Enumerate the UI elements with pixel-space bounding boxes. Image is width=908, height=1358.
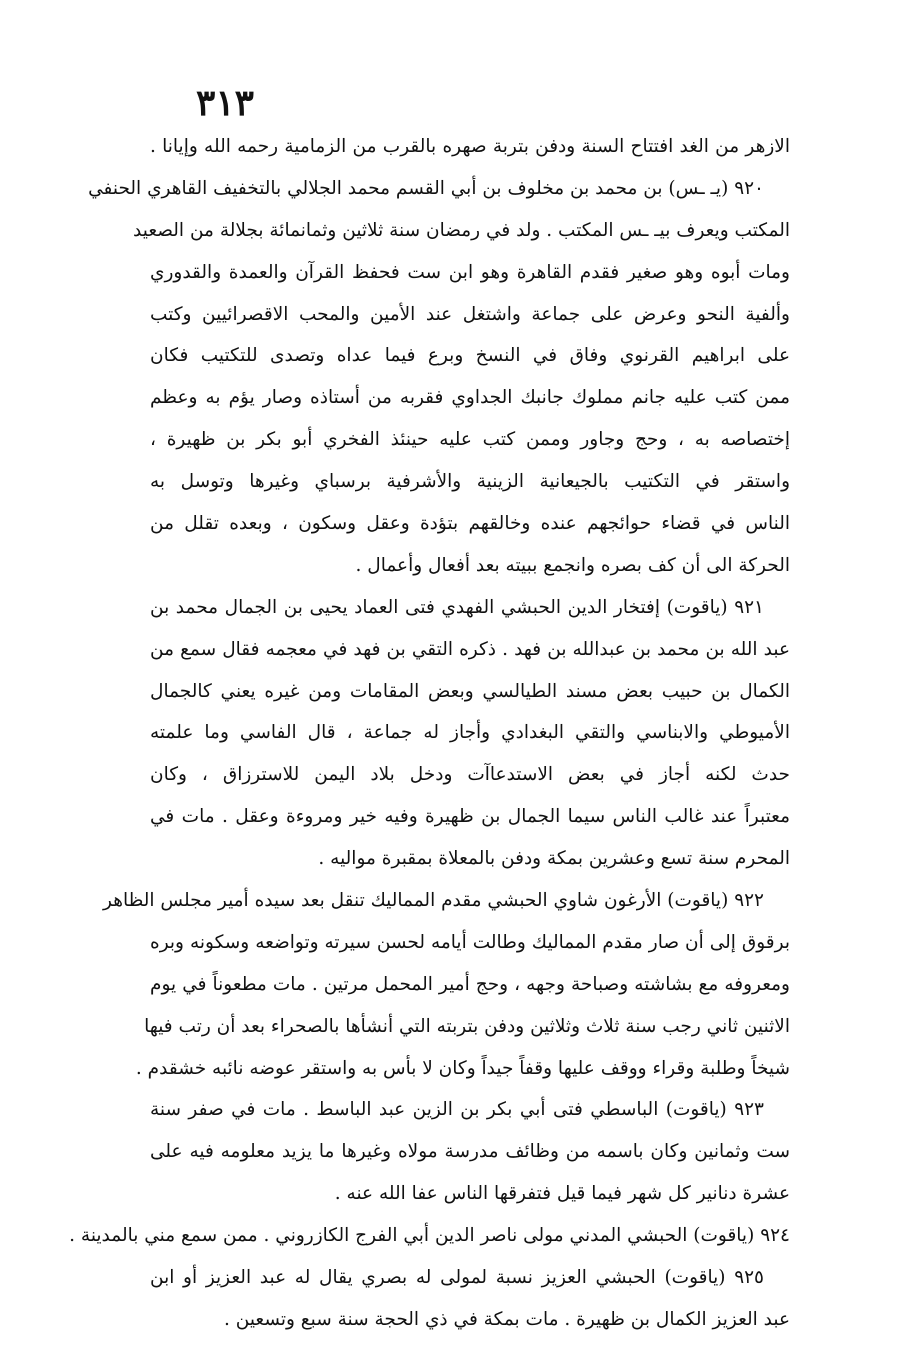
arabic-text-block [69, 126, 790, 1341]
text-line: الحركة الى أن كف بصره وانجمع ببيته بعد أفعال وأعمال . [355, 554, 790, 576]
text-line: واستقر في التكتيب بالجيعانية الزينية والأشرفية برسباي وغيرها وتوسل به [150, 471, 790, 493]
text-line: وألفية النحو وعرض على جماعة واشتغل عند الأمين والمحب الاقصرائيين وكتب [150, 303, 790, 325]
text-line: الناس في قضاء حوائجهم عنده وخالقهم بتؤدة وعقل وسكون ، وبعده تقلل من [150, 513, 790, 535]
text-line: برقوق إلى أن صار مقدم المماليك وطالت أيامه لحسن سيرته وتواضعه وسكونه وبره [150, 931, 790, 953]
text-line: ومعروفه مع بشاشته وصباحة وجهه ، وحج أمير المحمل مرتين . مات مطعوناً في يوم [150, 973, 790, 995]
text-line: عبد العزيز الكمال بن ظهيرة . مات بمكة في ذي الحجة سنة سبع وتسعين . [223, 1308, 790, 1330]
text-line: شيخاً وطلبة وقراء ووقف عليها وقفاً جيداً وكان لا بأس به واستقر عوضه نائبه خشقدم . [135, 1057, 790, 1079]
text-line: على ابراهيم القرنوي وفاق في النسخ وبرع فيما عداه وتصدى للتكتيب فكان [150, 345, 790, 367]
text-line: الأميوطي والابناسي والتقي البغدادي وأجاز له جماعة ، قال الفاسي وما علمته [150, 722, 790, 744]
text-line-entry-925: ٩٢٥ (ياقوت) الحبشي العزيز نسبة لمولى له بصري يقال له عبد العزيز أو ابن [150, 1267, 764, 1289]
text-line-entry-923: ٩٢٣ (ياقوت) الباسطي فتى أبي بكر بن الزين عبد الباسط . مات في صفر سنة [150, 1099, 764, 1121]
text-line: الاثنين ثاني رجب سنة ثلاث وثلاثين ودفن بتربته التي أنشأها بالصحراء بعد أن رتب فيها [144, 1015, 790, 1037]
text-line: ومات أبوه وهو صغير فقدم القاهرة وهو ابن ست فحفظ القرآن والعمدة والقدوري [150, 261, 790, 283]
text-line: ممن كتب عليه جانم مملوك جانبك الجداوي فقربه من أستاذه وصار يؤم به وعظم [150, 387, 790, 409]
text-line: عبد الله بن محمد بن عبدالله بن فهد . ذكره التقي بن فهد في معجمه فقال سمع من [150, 638, 790, 660]
text-line: معتبراً عند غالب الناس سيما الجمال بن ظهيرة وفيه خير ومروءة وعقل . مات في [150, 806, 790, 828]
text-line-entry-921: ٩٢١ (ياقوت) إفتخار الدين الحبشي الفهدي فتى العماد يحيى بن الجمال محمد بن [150, 596, 764, 618]
text-line-entry-924: ٩٢٤ (ياقوت) الحبشي المدني مولى ناصر الدين أبي الفرج الكازروني . ممن سمع مني بالمدينة . [69, 1225, 790, 1247]
text-line: الكمال بن حبيب بعض مسند الطيالسي وبعض المقامات ومن غيره يعني كالجمال [150, 680, 790, 702]
text-line: المحرم سنة تسع وعشرين بمكة ودفن بالمعلاة بمقبرة مواليه . [318, 848, 790, 870]
text-line: الازهر من الغد افتتاح السنة ودفن بتربة صهره بالقرب من الزمامية رحمه الله وإيانا . [150, 136, 790, 157]
text-line: إختصاصه به ، وحج وجاور وممن كتب عليه حينئذ الفخري أبو بكر بن ظهيرة ، [150, 429, 790, 451]
text-line: حدث لكنه أجاز في بعض الاستدعاآت ودخل بلاد اليمن للاسترزاق ، وكان [150, 764, 790, 786]
text-line: المكتب ويعرف بيـ ـس المكتب . ولد في رمضان سنة ثلاثين وثمانمائة بجلالة من الصعيد [133, 219, 790, 241]
text-line-entry-920: ٩٢٠ (يـ ـس) بن محمد بن مخلوف بن أبي القسم محمد الجلالي بالتخفيف القاهري الحنفي [88, 177, 764, 199]
page-number: ٣١٣ [196, 82, 255, 124]
text-line: ست وثمانين وكان باسمه من وظائف مدرسة مولاه وغيرها ما يزيد معلومه فيه على [150, 1141, 790, 1163]
text-line: عشرة دنانير كل شهر فيما قيل فتفرقها الناس عفا الله عنه . [334, 1183, 790, 1205]
text-line-entry-922: ٩٢٢ (ياقوت) الأرغون شاوي الحبشي مقدم المماليك تنقل بعد سيده أمير مجلس الظاهر [102, 890, 764, 912]
